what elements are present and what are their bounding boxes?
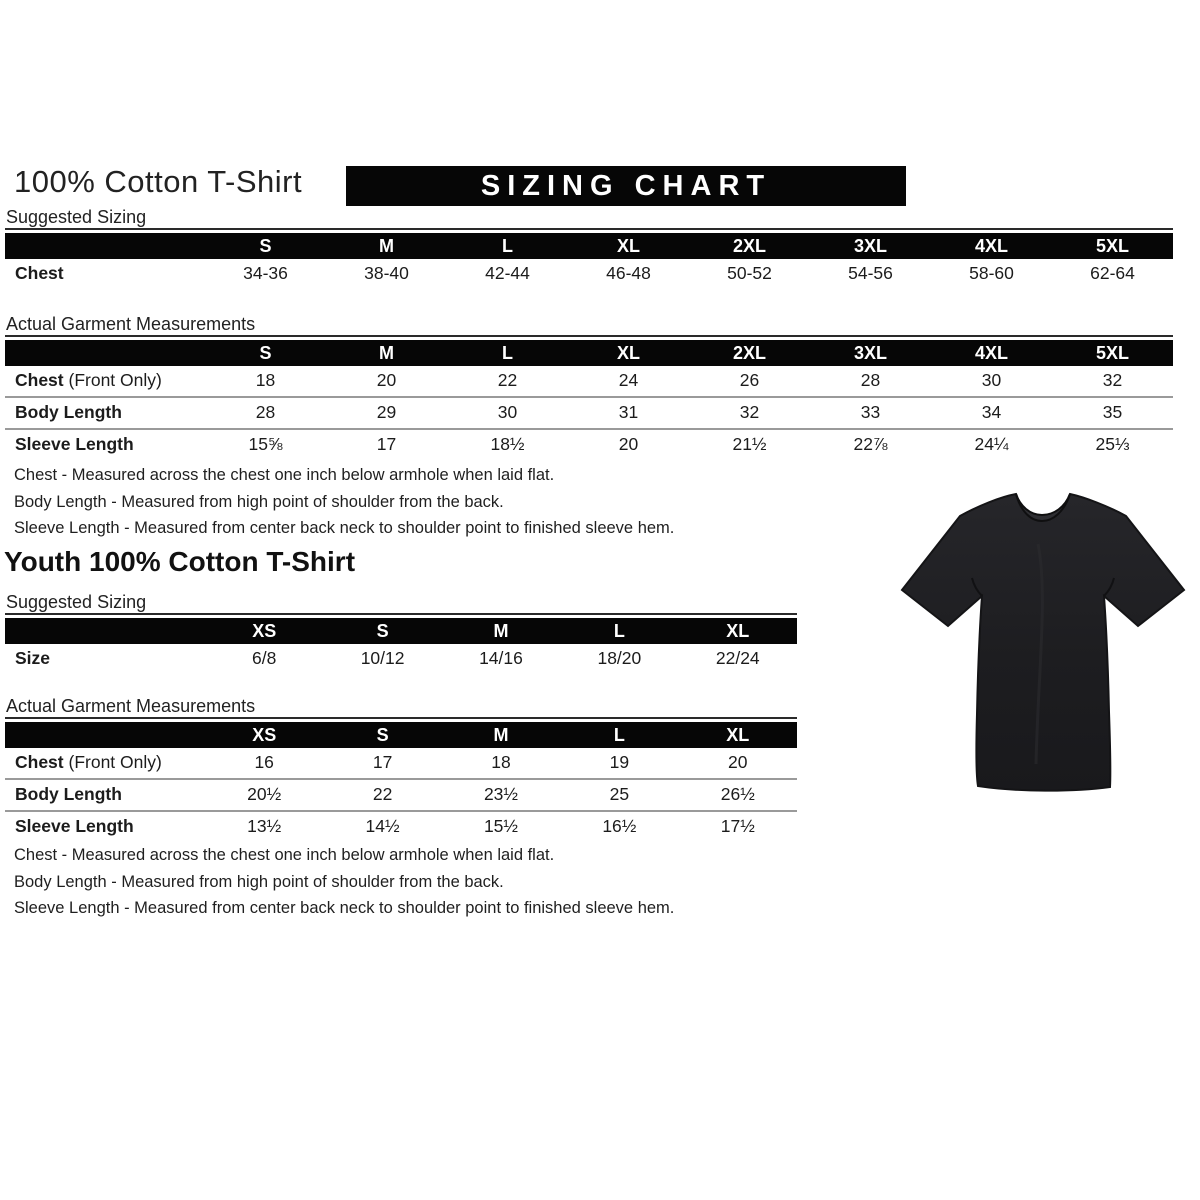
youth-measurement-notes [14, 842, 674, 922]
col-header: XL [679, 618, 797, 644]
row-label-chest-front-only [5, 366, 205, 397]
row-label-main: Chest [15, 370, 64, 390]
header-spacer-cell [5, 618, 205, 644]
col-header: M [442, 618, 560, 644]
cell: 25 [560, 779, 678, 811]
col-header: 3XL [810, 233, 931, 259]
cell: 58-60 [969, 263, 1014, 283]
table-top-rule [5, 335, 1173, 337]
cell: 15½ [442, 811, 560, 842]
cell: 20 [728, 752, 748, 772]
note-chest: Chest - Measured across the chest one inch below armhole when laid flat. [14, 466, 555, 484]
col-header: M [326, 233, 447, 259]
row-label-suffix: (Front Only) [63, 370, 162, 390]
adult-actual-measurements-label: Actual Garment Measurements [6, 314, 256, 334]
cell: 28 [860, 370, 881, 390]
cell: 33 [810, 397, 931, 429]
col-header: L [560, 722, 678, 748]
cell: 35 [1052, 397, 1173, 429]
cell: 22/24 [715, 648, 760, 668]
table-row-body-length [5, 779, 797, 811]
youth-actual-measurements-table [5, 717, 797, 842]
note-body-length: Body Length - Measured from high point of shoulder from the back. [14, 492, 504, 511]
col-header: M [326, 340, 447, 366]
cell: 32 [689, 397, 810, 429]
cell: 14/16 [479, 648, 523, 668]
col-header: 2XL [689, 233, 810, 259]
cell: 14½ [323, 811, 441, 842]
cell: 17 [326, 429, 447, 460]
table-row-chest-front-only [5, 748, 797, 779]
cell: 19 [609, 752, 630, 772]
col-header: XS [205, 618, 323, 644]
adult-actual-measurements-table [5, 335, 1173, 460]
youth-actual-measurements-label: Actual Garment Measurements [6, 696, 256, 716]
cell: 21½ [689, 429, 810, 460]
header-spacer-cell [5, 722, 205, 748]
cell: 34-36 [243, 263, 288, 283]
cell: 26½ [679, 779, 797, 811]
note-chest: Chest - Measured across the chest one inch below armhole when laid flat. [14, 846, 555, 864]
col-header: 5XL [1052, 233, 1173, 259]
youth-suggested-header-row [5, 618, 797, 644]
row-label-sleeve-length: Sleeve Length [5, 811, 205, 842]
youth-suggested-sizing-label: Suggested Sizing [6, 592, 147, 612]
cell: 22 [323, 779, 441, 811]
cell: 23½ [442, 779, 560, 811]
adult-actual-header-row [5, 340, 1173, 366]
sizing-chart-banner [346, 166, 906, 206]
cell: 16½ [560, 811, 678, 842]
tshirt-body-shape [902, 494, 1184, 791]
cell: 30 [447, 397, 568, 429]
cell: 20 [376, 370, 397, 390]
table-row-chest [5, 259, 1173, 289]
cell: 18/20 [597, 648, 642, 668]
table-row-size [5, 644, 797, 674]
cell: 16 [254, 752, 274, 772]
sizing-chart-banner-label: SIZING CHART [480, 169, 772, 202]
col-header: 2XL [689, 340, 810, 366]
table-row-sleeve-length [5, 429, 1173, 460]
table-top-rule [5, 717, 797, 719]
col-header: 4XL [931, 233, 1052, 259]
col-header: S [205, 233, 326, 259]
cell: 18 [255, 370, 276, 390]
col-header: XL [679, 722, 797, 748]
cell: 24 [618, 370, 639, 390]
col-header: L [560, 618, 678, 644]
cell: 42-44 [485, 263, 530, 283]
col-header: XS [205, 722, 323, 748]
row-label-chest: Chest [15, 263, 64, 283]
table-top-rule [5, 613, 797, 615]
youth-actual-header-row [5, 722, 797, 748]
tshirt-illustration [888, 474, 1198, 806]
col-header: XL [568, 340, 689, 366]
cell: 30 [981, 370, 1002, 390]
adult-measurement-notes [14, 462, 674, 542]
note-sleeve-length: Sleeve Length - Measured from center back neck to shoulder point to finished sleeve hem. [14, 899, 675, 917]
cell: 17 [372, 752, 393, 772]
cell: 13½ [205, 811, 323, 842]
adult-suggested-sizing-label: Suggested Sizing [6, 207, 147, 227]
cell: 38-40 [364, 263, 409, 283]
cell: 10/12 [360, 648, 405, 668]
note-body-length: Body Length - Measured from high point of shoulder from the back. [14, 872, 504, 891]
col-header: L [447, 340, 568, 366]
cell: 20 [568, 429, 689, 460]
cell: 18 [491, 752, 511, 772]
cell: 22 [497, 370, 518, 390]
cell: 32 [1102, 370, 1123, 390]
cell: 18½ [447, 429, 568, 460]
table-row-chest-front-only [5, 366, 1173, 397]
tshirt-product-image [888, 474, 1198, 811]
row-label-body-length: Body Length [5, 779, 205, 811]
col-header: M [442, 722, 560, 748]
header-spacer-cell [5, 340, 205, 366]
col-header: 3XL [810, 340, 931, 366]
row-label-chest-front-only [5, 748, 205, 779]
cell: 20½ [205, 779, 323, 811]
col-header: 4XL [931, 340, 1052, 366]
cell: 15⅝ [205, 429, 326, 460]
note-sleeve-length: Sleeve Length - Measured from center back neck to shoulder point to finished sleeve hem. [14, 519, 675, 537]
col-header: XL [568, 233, 689, 259]
cell: 31 [568, 397, 689, 429]
table-row-body-length [5, 397, 1173, 429]
cell: 28 [205, 397, 326, 429]
cell: 54-56 [848, 263, 893, 283]
youth-section-title: Youth 100% Cotton T-Shirt [4, 546, 356, 577]
col-header: L [447, 233, 568, 259]
table-top-rule [5, 228, 1173, 230]
row-label-body-length: Body Length [5, 397, 205, 429]
cell: 6/8 [252, 648, 277, 668]
cell: 26 [739, 370, 760, 390]
col-header: S [205, 340, 326, 366]
youth-suggested-sizing-table [5, 613, 797, 674]
cell: 34 [931, 397, 1052, 429]
row-label-main: Chest [15, 752, 64, 772]
adult-suggested-header-row [5, 233, 1173, 259]
col-header: S [323, 722, 441, 748]
cell: 50-52 [727, 263, 772, 283]
adult-suggested-sizing-table [5, 228, 1173, 289]
col-header: 5XL [1052, 340, 1173, 366]
table-row-sleeve-length [5, 811, 797, 842]
row-label-sleeve-length: Sleeve Length [5, 429, 205, 460]
row-label-suffix: (Front Only) [63, 752, 162, 772]
header-spacer-cell [5, 233, 205, 259]
cell: 25⅓ [1052, 429, 1173, 460]
cell: 62-64 [1090, 263, 1135, 283]
page-title: 100% Cotton T-Shirt [14, 164, 303, 199]
cell: 24¼ [931, 429, 1052, 460]
col-header: S [323, 618, 441, 644]
cell: 22⅞ [810, 429, 931, 460]
cell: 17½ [679, 811, 797, 842]
cell: 29 [326, 397, 447, 429]
cell: 46-48 [606, 263, 651, 283]
row-label-size: Size [15, 648, 51, 668]
